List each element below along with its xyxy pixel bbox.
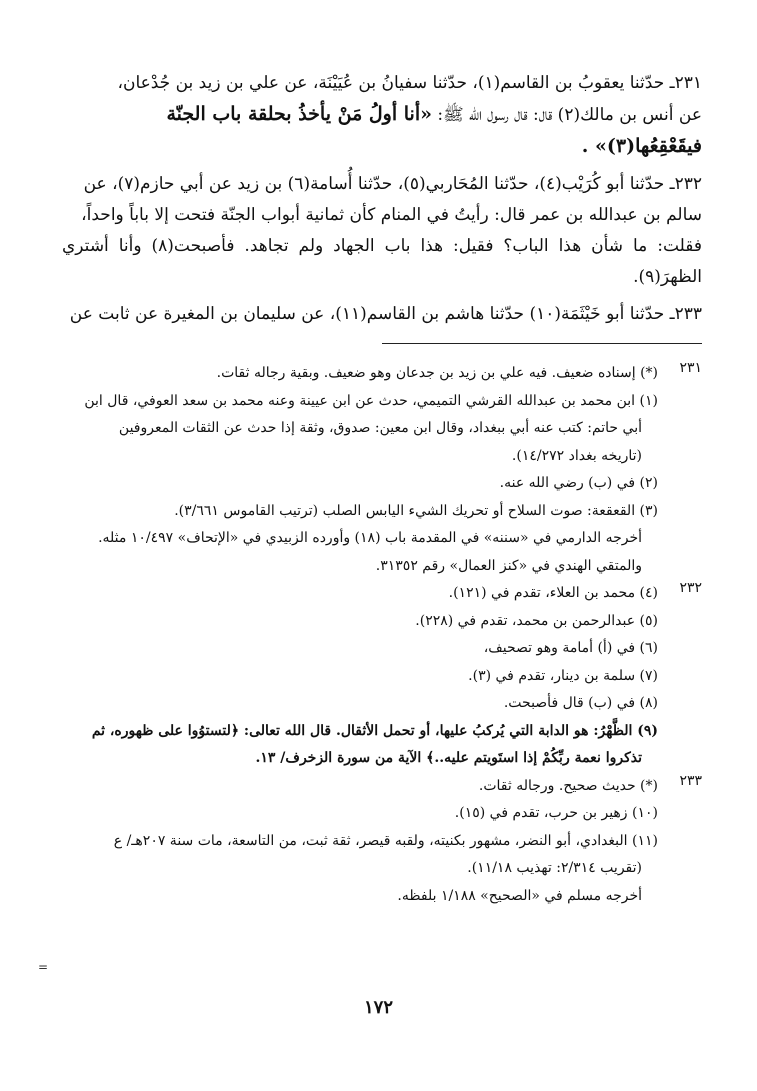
hadith-232 bbox=[62, 169, 702, 293]
footnote-line: (*) حديث صحيح. ورجاله ثقات. bbox=[478, 777, 658, 794]
hadith-232-line-1: ٢٣٢ـ حدّثنا أبو كُرَيْب(٤)، حدّثنا المُحَاربي(٥)، حدّثنا أُسامة(٦) بن زيد عن أبي حازم(٧)، عن bbox=[83, 174, 702, 194]
footnote-line: (٧) سلمة بن دينار، تقدم في (٣). bbox=[468, 667, 658, 684]
footnote-line: تذكروا نعمة ربِّكُمْ إذا استَويتم عليه..﴾ الآية من سورة الزخرف/ ١٣. bbox=[255, 750, 642, 766]
footnote-line: (٩) الظَّهْرُ: هو الدابة التي يُركبُ عليها، أو تحمل الأثقال. قال الله تعالى: ﴿لتستوُوا على ظهوره، ثم bbox=[91, 722, 658, 739]
footnotes bbox=[62, 360, 702, 910]
footnote-line: (٨) في (ب) قال فأصبحت. bbox=[503, 695, 658, 711]
footnote-line: (تاريخه بغداد ١٤/٢٧٢). bbox=[511, 447, 642, 464]
footnote-line: أبي حاتم: كتب عنه أبي ببغداد، وقال ابن معين: صدوق، وثقة إذا حدث عن الثقات المعروفين bbox=[118, 420, 642, 436]
footnote-line: (٢) في (ب) رضي الله عنه. bbox=[499, 475, 658, 491]
hadith-233-line-1: ٢٣٣ـ حدّثنا أبو خَيْثَمَة(١٠) حدّثنا هاشم بن القاسم(١١)، عن سليمان بن المغيرة عن ثابت عن bbox=[69, 304, 702, 324]
page-number: ١٧٢ bbox=[363, 997, 393, 1018]
margin-mark: = bbox=[38, 960, 49, 974]
footnote-line: (١١) البغدادي، أبو النضر، مشهور بكنيته، ولقبه قيصر، ثقة ثبت، من التاسعة، مات سنة ٢٠٧هـ/ ع bbox=[113, 832, 658, 849]
footnote-line: (٣) القعقعة: صوت السلاح أو تحريك الشيء اليابس الصلب (ترتيب القاموس ٣/٦٦١). bbox=[174, 502, 658, 519]
footnote-line: (تقريب ٢/٣١٤: تهذيب ١١/١٨). bbox=[467, 860, 642, 876]
footnote-group-231 bbox=[62, 360, 702, 580]
footnote-line: (٤) محمد بن العلاء، تقدم في (١٢١). bbox=[448, 585, 658, 601]
footnote-line: (٥) عبدالرحمن بن محمد، تقدم في (٢٢٨). bbox=[415, 612, 658, 629]
footnote-group-number: ٢٣٣ bbox=[679, 772, 702, 789]
hadith-232-line-2: سالم بن عبدالله بن عمر قال: رأيتُ في المنام كأن ثمانية أبواب الجنّة فتحت إلا باباً واحداً، bbox=[81, 205, 702, 225]
footnote-line: (١٠) زهير بن حرب، تقدم في (١٥). bbox=[454, 805, 658, 821]
hadith-231 bbox=[62, 68, 702, 163]
footnote-line: والمتقي الهندي في «كنز العمال» رقم ٣١٣٥٢. bbox=[375, 557, 642, 574]
footnote-group-number: ٢٣٢ bbox=[679, 580, 702, 596]
footnote-group-233 bbox=[62, 773, 702, 911]
hadith-231-line-1: ٢٣١ـ حدّثنا يعقوبُ بن القاسم(١)، حدّثنا سفيانُ بن عُيَيْنَة، عن علي بن زيد بن جُدْعان، bbox=[117, 73, 702, 93]
hadith-232-line-3: فقلت: ما شأن هذا الباب؟ فقيل: هذا باب الجهاد ولم تجاهد. فأصبحت(٨) وأنا أشتري الظهرَ(٩). bbox=[62, 236, 702, 287]
hadith-233 bbox=[62, 299, 702, 330]
hadith-231-quote: «أنا أولُ مَنْ يأخذُ بحلقة باب الجنّة bbox=[166, 103, 432, 125]
hadith-231-line-2: عن أنس بن مالك(٢) قال: قال رسول الله ﷺ: bbox=[431, 105, 702, 125]
main-text bbox=[62, 68, 702, 336]
footnote-line: (٦) في (أ) أمامة وهو تصحيف، bbox=[483, 640, 658, 656]
footnote-divider bbox=[382, 343, 702, 344]
footnote-line: أخرجه الدارمي في «سننه» في المقدمة باب (١٨) وأورده الزبيدي في «الإتحاف» ١٠/٤٩٧ مثله. bbox=[98, 530, 642, 546]
footnote-group-232 bbox=[62, 580, 702, 773]
footnote-group-number: ٢٣١ bbox=[679, 360, 702, 376]
footnote-line: أخرجه مسلم في «الصحيح» ١/١٨٨ بلفظه. bbox=[397, 887, 642, 904]
footnote-line: (*) إسناده ضعيف. فيه علي بن زيد بن جدعان وهو ضعيف. وبقية رجاله ثقات. bbox=[216, 365, 658, 381]
footnote-line: (١) ابن محمد بن عبدالله القرشي التميمي، حدث عن ابن عيينة وعنه محمد بن سعد العوفي، قال ابن bbox=[84, 392, 658, 409]
hadith-231-line-3: فيقَعْقِعُها(٣)» . bbox=[581, 135, 702, 157]
